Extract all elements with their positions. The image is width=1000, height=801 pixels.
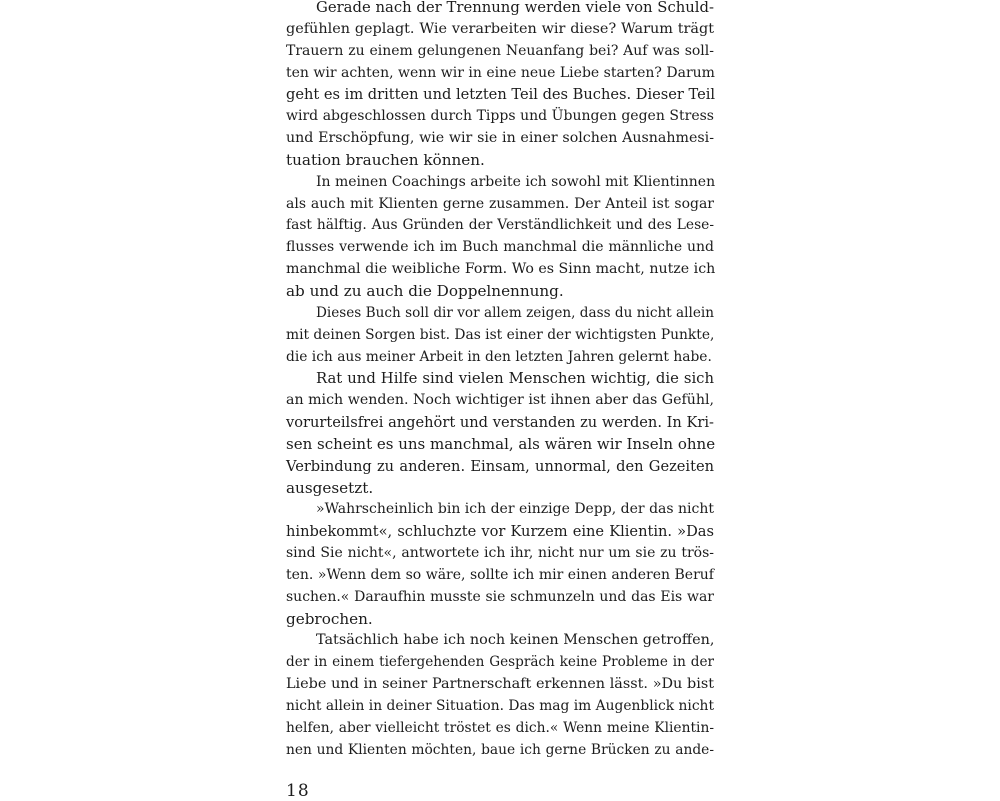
text-line: Trauern zu einem gelungenen Neuanfang bei? Auf was soll- (286, 42, 714, 59)
text-line: sen scheint es uns manchmal, als wären wir Inseln ohne (286, 434, 716, 453)
paragraph (286, 630, 714, 761)
text-line: als auch mit Klienten gerne zusammen. Der Anteil ist sogar (286, 195, 714, 212)
text-line: »Wahrscheinlich bin ich der einzige Depp, der das nicht (316, 501, 714, 518)
text-line: der in einem tiefergehenden Gespräch keine Probleme in der (286, 654, 714, 671)
paragraph (286, 499, 714, 630)
text-line: fast hälftig. Aus Gründen der Verständlichkeit und des Lese- (286, 217, 714, 234)
text-line: ab und zu auch die Doppelnennung. (286, 281, 564, 300)
paragraph (286, 303, 714, 369)
paragraph (286, 172, 714, 303)
text-line: Verbindung zu anderen. Einsam, unnormal, den Gezeiten (286, 457, 714, 475)
text-line: gefühlen geplagt. Wie verarbeiten wir diese? Warum trägt (286, 20, 714, 37)
text-line: Dieses Buch soll dir vor allem zeigen, dass du nicht allein (316, 304, 714, 321)
text-line: Gerade nach der Trennung werden viele von Schuld- (316, 0, 714, 16)
text-line: gebrochen. (286, 609, 373, 628)
text-line: sind Sie nicht«, antwortete ich ihr, nicht nur um sie zu trös- (286, 545, 714, 562)
text-line: wird abgeschlossen durch Tipps und Übungen gegen Stress (286, 108, 714, 125)
body-text (286, 0, 714, 762)
text-line: hinbekommt«, schluchzte vor Kurzem eine Klientin. »Das (286, 523, 714, 541)
paragraph (286, 0, 714, 172)
text-line: mit deinen Sorgen bist. Das ist einer der wichtigsten Punkte, (286, 326, 715, 343)
text-line: nen und Klienten möchten, baue ich gerne Brücken zu ande- (286, 741, 714, 758)
text-line: ten wir achten, wenn wir in eine neue Liebe starten? Darum (286, 64, 715, 81)
text-line: nicht allein in deiner Situation. Das mag im Augenblick nicht (286, 698, 714, 714)
page-number: 18 (286, 781, 310, 801)
text-line: helfen, aber vielleicht tröstet es dich.« Wenn meine Klientin- (286, 719, 714, 736)
text-line: manchmal die weibliche Form. Wo es Sinn macht, nutze ich (286, 261, 716, 278)
text-line: Rat und Hilfe sind vielen Menschen wichtig, die sich (316, 370, 714, 388)
text-line: In meinen Coachings arbeite ich sowohl mit Klientinnen (316, 173, 716, 190)
text-line: tuation brauchen können. (286, 150, 485, 169)
text-line: an mich wenden. Noch wichtiger ist ihnen aber das Gefühl, (286, 392, 715, 409)
text-line: flusses verwende ich im Buch manchmal die männliche und (286, 239, 714, 256)
text-line: vorurteilsfrei angehört und verstanden zu werden. In Kri- (286, 414, 714, 432)
text-line: die ich aus meiner Arbeit in den letzten Jahren gelernt habe. (286, 348, 712, 365)
text-line: und Erschöpfung, wie wir sie in einer solchen Ausnahmesi- (286, 130, 714, 147)
text-line: Liebe und in seiner Partnerschaft erkennen lässt. »Du bist (286, 676, 714, 693)
text-line: ten. »Wenn dem so wäre, sollte ich mir einen anderen Beruf (286, 566, 714, 583)
text-line: suchen.« Daraufhin musste sie schmunzeln und das Eis war (286, 588, 714, 605)
text-line: ausgesetzt. (286, 478, 374, 497)
paragraph (286, 368, 714, 499)
text-line: geht es im dritten und letzten Teil des Buches. Dieser Teil (286, 86, 716, 104)
text-line: Tatsächlich habe ich noch keinen Menschen getroffen, (316, 632, 715, 649)
